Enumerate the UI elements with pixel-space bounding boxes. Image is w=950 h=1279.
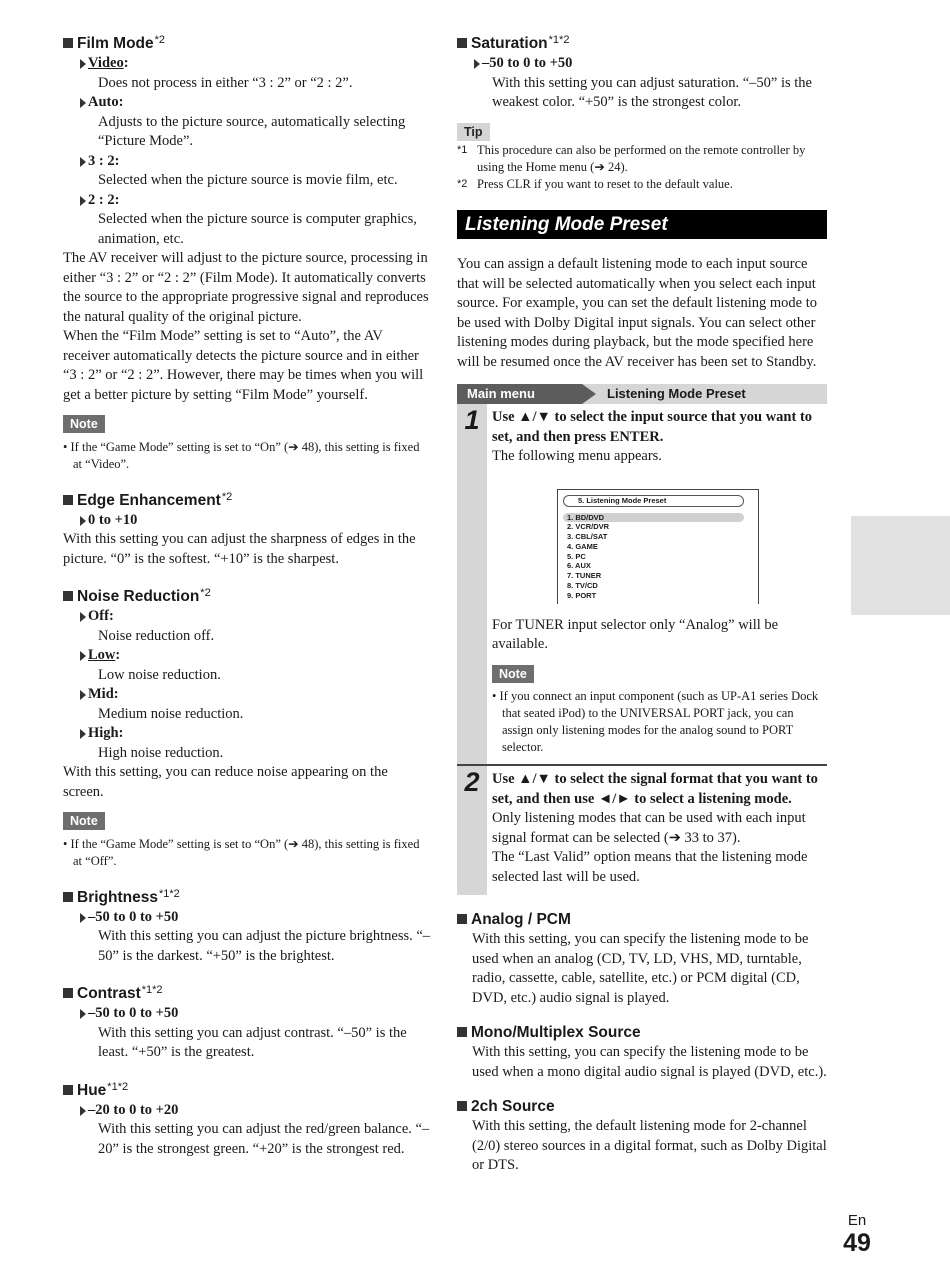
- option-label: Video:: [63, 54, 431, 74]
- brightness-section: [63, 884, 431, 967]
- square-bullet-icon: [63, 892, 73, 902]
- contrast-section: [63, 980, 431, 1063]
- step-heading: Use ▲/▼ to select the input source that you want to set, and then press ENTER.: [492, 409, 813, 445]
- option-description: High noise reduction.: [98, 744, 224, 761]
- triangle-bullet-icon: [80, 157, 86, 167]
- section-heading: Edge Enhancement$^{*2}$: [63, 487, 431, 511]
- option-description: Selected when the picture source is computer graphics, animation, etc.: [98, 211, 417, 247]
- note-text: • If the “Game Mode” setting is set to “On” (➔ 48), this setting is fixed at “Video”.: [63, 439, 420, 471]
- screen-title: 5. Listening Mode Preset: [563, 495, 744, 507]
- step-text: For TUNER input selector only “Analog” will be available.: [492, 616, 779, 652]
- language-code: En: [847, 1212, 867, 1229]
- note-text: • If you connect an input component (such as UP-A1 series Dock that seated iPod) to the UNIVERSAL PORT jack, you can assign only listening modes for the analog sound to PORT selector.: [492, 689, 819, 754]
- triangle-bullet-icon: [80, 1106, 86, 1116]
- section-heading: Hue$^{*1*2}$: [63, 1077, 431, 1101]
- option-description: With this setting you can adjust contrast. “–50” is the least. “+50” is the greatest.: [98, 1024, 407, 1060]
- square-bullet-icon: [63, 495, 73, 505]
- menu-screenshot: [557, 489, 759, 604]
- option-description: With this setting you can adjust the picture brightness. “–50” is the darkest. “+50” is the brightest.: [98, 928, 431, 964]
- analog-pcm-section: [457, 909, 827, 1008]
- section-description: With this setting, you can specify the listening mode to be used when a mono digital audio signal is played (DVD, etc.).: [472, 1044, 827, 1080]
- triangle-bullet-icon: [80, 612, 86, 622]
- tip-label: Tip: [457, 123, 490, 141]
- 2ch-source-section: [457, 1096, 827, 1176]
- option-description: Low noise reduction.: [98, 666, 221, 683]
- square-bullet-icon: [457, 38, 467, 48]
- note-label: Note: [63, 415, 105, 433]
- body-paragraph: When the “Film Mode” setting is set to “Auto”, the AV receiver automatically detects the picture source and in either “3 : 2” or “2 : 2”. However, there may be times when you will get a better picture by setting “Film Mode” yourself.: [63, 328, 424, 403]
- square-bullet-icon: [457, 1101, 467, 1111]
- option-label: Auto:: [63, 93, 431, 113]
- section-description: With this setting, you can specify the listening mode to be used when an analog (CD, TV, LD, VHS, MD, turntable, radio, cassette, cable, satellite, etc.) or PCM digital (CD, DVD, etc.) audio signal is played.: [472, 931, 809, 1006]
- edge-enhancement-section: [63, 487, 431, 570]
- square-bullet-icon: [63, 591, 73, 601]
- input-source-list: [558, 513, 758, 601]
- step-number: 2: [464, 767, 480, 797]
- list-item: 2. VCR/DVR: [567, 522, 610, 532]
- section-heading: Saturation$^{*1*2}$: [457, 30, 827, 54]
- triangle-bullet-icon: [80, 729, 86, 739]
- footnote: *2 Press CLR if you want to reset to the default value.: [457, 177, 733, 191]
- triangle-bullet-icon: [80, 59, 86, 69]
- triangle-bullet-icon: [474, 59, 480, 69]
- section-heading: Contrast$^{*1*2}$: [63, 980, 431, 1004]
- noise-reduction-section: [63, 583, 431, 870]
- body-paragraph: With this setting, you can reduce noise appearing on the screen.: [63, 764, 388, 800]
- section-heading: Brightness$^{*1*2}$: [63, 884, 431, 908]
- list-item: 7. TUNER: [567, 571, 602, 581]
- page-number: [840, 1212, 874, 1257]
- step-text: Only listening modes that can be used with each input signal format can be selected (➔ 33 to 37).: [492, 810, 806, 846]
- section-heading: Noise Reduction$^{*2}$: [63, 583, 431, 607]
- section-heading: Mono/Multiplex Source: [457, 1022, 827, 1043]
- note-label: Note: [63, 812, 105, 830]
- square-bullet-icon: [457, 1027, 467, 1037]
- step-text: The following menu appears.: [492, 448, 662, 464]
- list-item: 1. BD/DVD: [563, 513, 744, 523]
- intro-paragraph: You can assign a default listening mode to each input source that will be selected automatically when you select each input source. For example, you can set the default listening mode to be used with Dolby Digital input signals. You can select other listening modes during playback, but the mode specified here will be resumed once the AV receiver has been set to Standby.: [457, 256, 817, 370]
- option-label: Off:: [63, 607, 431, 627]
- triangle-bullet-icon: [80, 1009, 86, 1019]
- left-column: [63, 30, 431, 1159]
- section-description: With this setting, the default listening mode for 2-channel (2/0) stereo sources in a digital format, such as Dolby Digital or DTS.: [472, 1118, 827, 1173]
- option-description: Adjusts to the picture source, automatically selecting “Picture Mode”.: [98, 113, 406, 149]
- note-label: Note: [492, 665, 534, 683]
- option-description: Noise reduction off.: [98, 627, 215, 644]
- step-heading: Use ▲/▼ to select the signal format that you want to set, and then use ◄/► to select a listening mode.: [492, 771, 818, 807]
- list-item: 8. TV/CD: [567, 581, 598, 591]
- note-text: • If the “Game Mode” setting is set to “On” (➔ 48), this setting is fixed at “Off”.: [63, 836, 420, 868]
- menu-path-title: Listening Mode Preset: [607, 386, 746, 401]
- option-label: 3 : 2:: [63, 152, 431, 172]
- triangle-bullet-icon: [80, 98, 86, 108]
- menu-path-bar: [457, 384, 827, 404]
- step-1: [464, 404, 827, 764]
- list-item: 4. GAME: [567, 541, 598, 551]
- film-mode-section: [63, 30, 431, 473]
- footnote: *1 This procedure can also be performed on the remote controller by using the Home menu (➔ 24).: [457, 143, 806, 174]
- page-number-value: 49: [843, 1229, 871, 1257]
- option-label: Low:: [63, 646, 431, 666]
- option-description: With this setting you can adjust saturation. “–50” is the weakest color. “+50” is the strongest color.: [492, 74, 812, 110]
- section-heading: 2ch Source: [457, 1096, 827, 1117]
- option-label: 2 : 2:: [63, 191, 431, 211]
- option-description: Selected when the picture source is movie film, etc.: [98, 172, 398, 188]
- body-paragraph: The AV receiver will adjust to the picture source, processing in either “3 : 2” or “2 : 2” (Film Mode). It automatically converts the source to the appropriate progressive signal and reproduces the natural quality of the original picture.: [63, 250, 429, 325]
- square-bullet-icon: [63, 988, 73, 998]
- list-item: 6. AUX: [567, 561, 591, 571]
- option-description: Does not process in either “3 : 2” or “2 : 2”.: [98, 74, 353, 91]
- list-item: 3. CBL/SAT: [567, 532, 608, 542]
- option-range: –50 to 0 to +50: [457, 54, 827, 74]
- option-range: –50 to 0 to +50: [63, 1004, 431, 1024]
- list-item: 5. PC: [567, 551, 586, 561]
- section-banner: Listening Mode Preset: [457, 210, 827, 239]
- option-label: Mid:: [63, 685, 431, 705]
- square-bullet-icon: [63, 1085, 73, 1095]
- option-description: With this setting you can adjust the red/green balance. “–20” is the strongest green. “+20” is the strongest red.: [98, 1121, 430, 1157]
- saturation-section: [457, 30, 827, 113]
- triangle-bullet-icon: [80, 196, 86, 206]
- triangle-bullet-icon: [80, 651, 86, 661]
- steps: [457, 404, 827, 895]
- square-bullet-icon: [457, 914, 467, 924]
- step-2: [457, 764, 827, 895]
- section-heading: Analog / PCM: [457, 909, 827, 930]
- main-menu-label: Main menu: [457, 384, 582, 404]
- option-label: High:: [63, 724, 431, 744]
- chapter-side-tab: [851, 516, 950, 615]
- hue-section: [63, 1077, 431, 1160]
- right-column: [457, 30, 827, 1176]
- triangle-bullet-icon: [80, 913, 86, 923]
- option-description: Medium noise reduction.: [98, 705, 244, 722]
- list-item: 9. PORT: [567, 590, 597, 600]
- option-range: 0 to +10: [63, 511, 431, 531]
- square-bullet-icon: [63, 38, 73, 48]
- triangle-bullet-icon: [80, 690, 86, 700]
- option-range: –50 to 0 to +50: [63, 908, 431, 928]
- step-number: 1: [464, 405, 480, 435]
- step-text: The “Last Valid” option means that the listening mode selected last will be used.: [492, 849, 808, 885]
- option-range: –20 to 0 to +20: [63, 1101, 431, 1121]
- body-paragraph: With this setting you can adjust the sharpness of edges in the picture. “0” is the softest. “+10” is the sharpest.: [63, 531, 416, 567]
- section-heading: Film Mode$^{*2}$: [63, 30, 431, 54]
- triangle-bullet-icon: [80, 516, 86, 526]
- mono-multiplex-section: [457, 1022, 827, 1082]
